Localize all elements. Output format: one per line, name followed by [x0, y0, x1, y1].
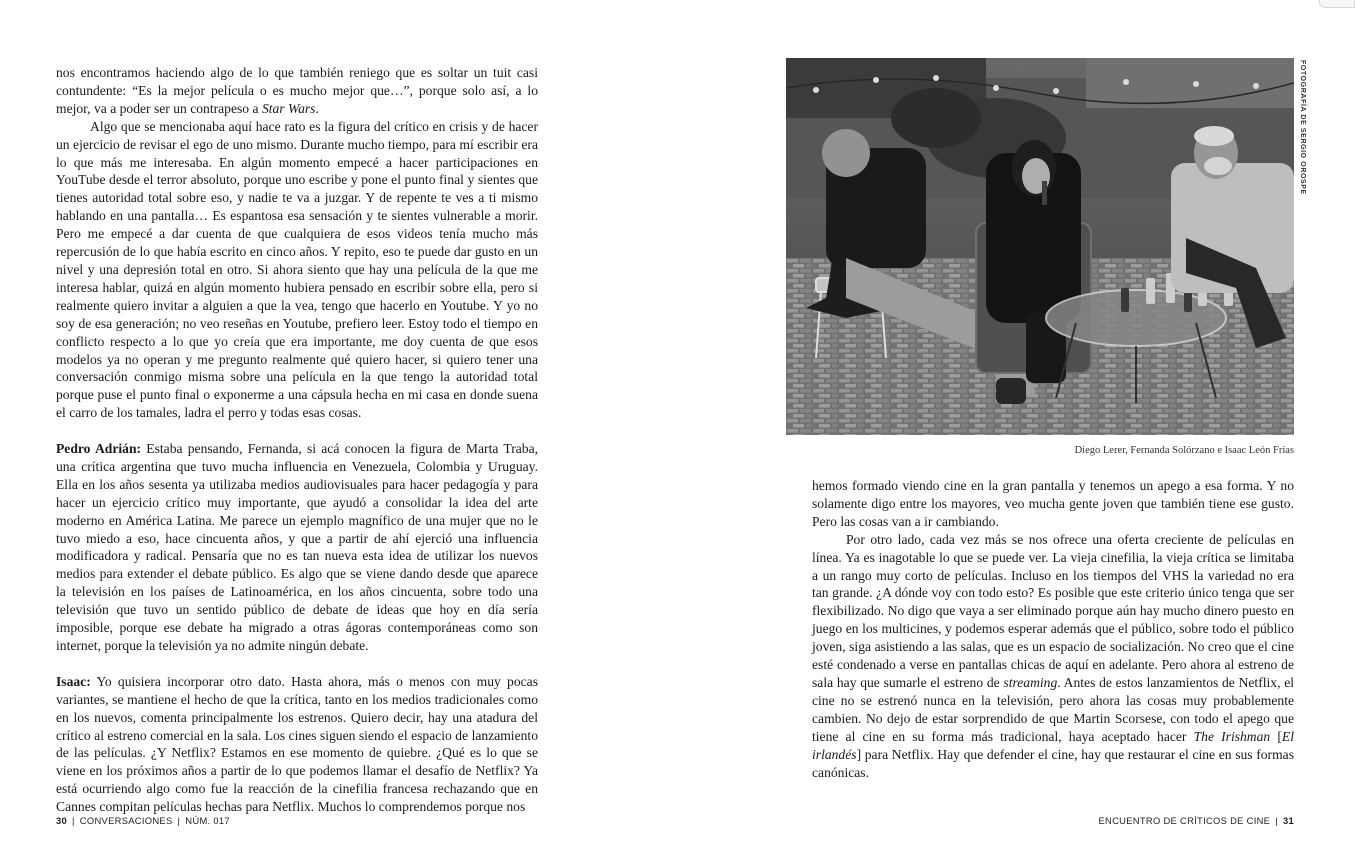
section-title: CONVERSACIONES: [79, 815, 173, 826]
paragraph-isaac: Isaac: Yo quisiera incorporar otro dato. Hasta ahora, más o menos con muy pocas variantes, se mantiene el hecho de que la crítica, tanto en los medios tradicionales como en los nuevos, comenta principalmente los estrenos. Quiero decir, hay una atadura del crítico al estreno comercial en la sala. Los cines siguen siendo el espacio de lanzamiento de las películas. ¿Y Netflix? Estamos en ese momento de quiebre. ¿Qué es lo que se viene en los próximos años a partir de lo que podemos llamar el desafío de Netflix? Ya está ocurriendo algo como fue la reacción de la cinefilia francesa rechazando que en Cannes compitan películas hechas para Netflix. Muchos lo comprendemos porque nos: [56, 673, 538, 815]
left-text-column: [56, 64, 538, 816]
right-text-column: [812, 477, 1294, 781]
page-number: 30: [56, 815, 68, 826]
paragraph: Algo que se mencionaba aquí hace rato es la figura del crítico en crisis y de hacer un ejercicio de revisar el ego de uno mismo. Durante mucho tiempo, para mí escribir era lo que más me interesaba. En algún momento empecé a hacer participaciones en YouTube desde el terror absoluto, porque uno escribe y pone el punto final y sientes que tienes autoridad total sobre eso, y nadie te va a juzgar. Y de repente te ves a ti mismo hablando en una pantalla… Es espantosa esa sensación y te sientes vulnerable a morir. Pero me empecé a dar cuenta de que cualquiera de esos videos tenía mucho más repercusión de lo que había escrito en cinco años. Y repito, eso te puede dar gusto en un nivel y una depresión total en otro. Si ahora siento que hay una película de la que me interesa hablar, quizá en algún momento hubiera pensado en escribir sobre ella, pero si realmente quiero invitar a alguien a que la vea, tengo que hacerlo en Youtube. Y yo no soy de esa generación; no veo reseñas en Youtube, prefiero leer. Estoy todo el tiempo en conflicto respecto a lo que yo creía que era importante, me doy cuenta de que esos modelos ya no operan y me pregunto realmente qué quiero hacer, si quiero tener una conversación conmigo misma sobre una película en la que tengo la autoridad total porque puse el punto final o exponerme a una cápsula hecha en mi casa en donde suena el carro de los tamales, ladra el perro y todas esas cosas.: [56, 118, 538, 421]
photo-credit: FOTOGRAFÍA DE SERGIO OROSPE: [1299, 60, 1306, 195]
footer-left: 30 | CONVERSACIONES | NÚM. 017: [56, 815, 230, 826]
event-photo: [786, 58, 1294, 435]
page-corner-tab: [1319, 0, 1355, 8]
paragraph: Por otro lado, cada vez más se nos ofrece una oferta creciente de películas en línea. Ya es inagotable lo que se puede ver. La vieja cinefilia, la vieja crítica se limitaba a un rango muy corto de películas. Incluso en los tiempos del VHS la variedad no era tan grande. ¿A dónde voy con todo esto? Es posible que este criterio único tenga que ser flexibilizado. No digo que vaya a ser eliminado porque aún hay mucho dinero puesto en juego en los multicines, y podemos esperar además que el público, sobre todo el público joven, siga asistiendo a las salas, que es un espacio de socialización. No creo que el cine esté condenado a verse en pantallas chicas de aquí en adelante. Pero ahora al estreno de sala hay que sumarle el estreno de streaming. Antes de estos lanzamientos de Netflix, el cine no se estrenó nunca en la televisión, pero ahora las cosas muy probablemente cambien. No dejo de estar sorprendido de que Martin Scorsese, con todo el apego que tiene al cine en su forma más tradicional, haya aceptado hacer The Irishman [El irlandés] para Netflix. Hay que defender el cine, hay que restaurar el cine en sus formas canónicas.: [812, 531, 1295, 780]
paragraph-pedro-adrian: Pedro Adrián: Estaba pensando, Fernanda, si acá conocen la figura de Marta Traba, una crítica argentina que tuvo mucha influencia en Venezuela, Colombia y Uruguay. Ella en los años sesenta ya utilizaba medios audiovisuales para hacer pedagogía y para hacer un ejercicio crítico muy importante, que ayudó a consolidar la idea del arte moderno en América Latina. Me parece un ejemplo magnífico de una mujer que no le tuvo miedo a eso, hace cincuenta años, y que a partir de ahí ejerció una influencia modificadora y radical. Pensaría que no es tan nueva esta idea de utilizar los nuevos medios para extender el debate público. Es algo que se viene dando desde que aparece la televisión en los países de Latinoamérica, en los años cincuenta, sobre todo una televisión que tuvo un sentido público de debate de ideas que hoy en día sería imposible, porque ese debate ha migrado a otras ágoras contemporáneas como son internet, porque la televisión ya no admite ningún debate.: [56, 441, 539, 653]
paragraph: nos encontramos haciendo algo de lo que también reniego que es soltar un tuit casi contundente: “Es la mejor película o es mucho mejor que…”, porque solo así, a lo mejor, va a poder ser un contrapeso a Star Wars.: [56, 65, 538, 116]
footer-right: ENCUENTRO DE CRÍTICOS DE CINE | 31: [1098, 815, 1294, 826]
paragraph: hemos formado viendo cine en la gran pantalla y tenemos un apego a esa forma. Y no solamente digo entre los mayores, veo mucha gente joven que también tiene ese gusto. Pero las cosas van a ir cambiando.: [812, 478, 1294, 529]
page-number: 31: [1282, 815, 1294, 826]
speaker-name: Isaac:: [56, 673, 91, 689]
speaker-name: Pedro Adrián:: [56, 441, 142, 457]
event-photo-illustration: [786, 58, 1294, 435]
section-title: ENCUENTRO DE CRÍTICOS DE CINE: [1098, 815, 1271, 826]
issue-number: NÚM. 017: [185, 815, 230, 826]
photo-caption: Diego Lerer, Fernanda Solórzano e Isaac León Frías: [1074, 445, 1294, 456]
